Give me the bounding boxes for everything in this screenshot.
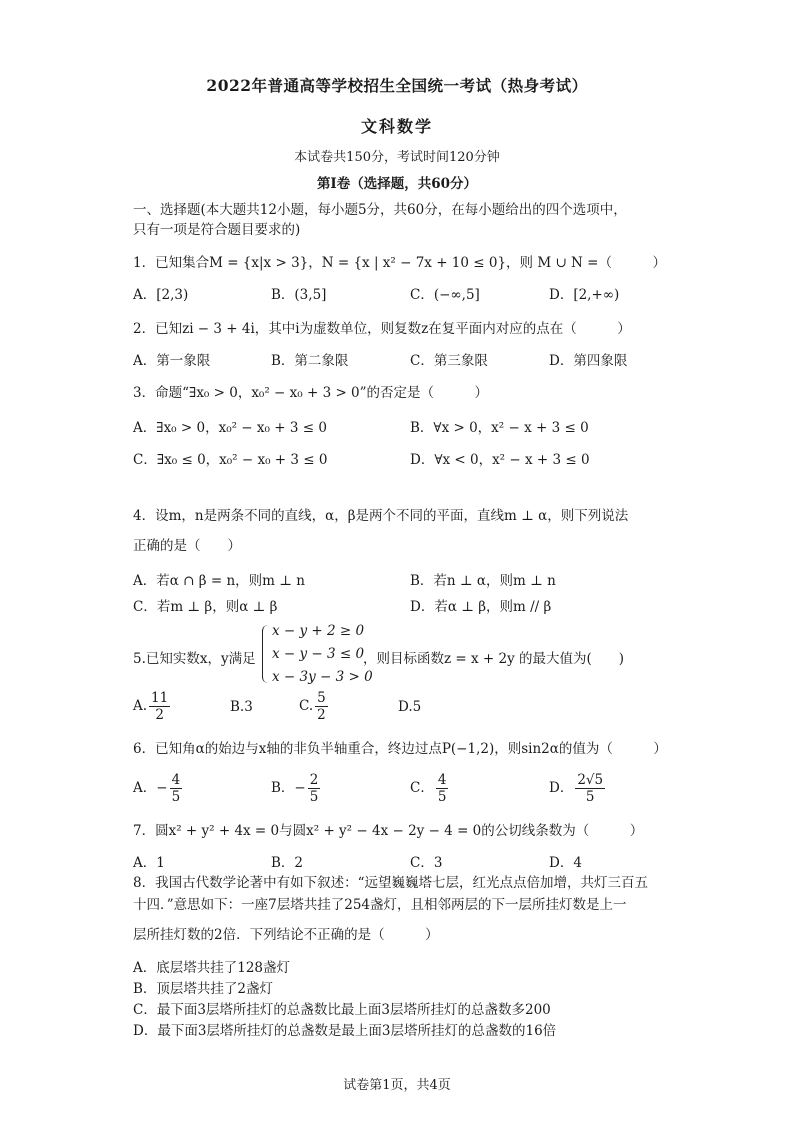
question-5-prefix: 5.已知实数x，y满足 [133,651,256,667]
question-7-option-a: A．1 [133,855,165,871]
question-3-option-d: D．∀x < 0，x² − x + 3 ≤ 0 [410,452,590,468]
fraction [170,772,183,805]
question-1-option-d: D．[2,+∞) [549,287,620,303]
section-heading-text: 一、选择题(本大题共12小题，每小题5分，共60分，在每小题给出的四个选项中， [133,202,627,218]
fraction [308,772,321,805]
question-5-option-c [299,690,330,723]
question-5-option-d: D.5 [398,699,422,715]
numerator: 2 [309,772,319,788]
question-4-stem-line1: 4．设m，n是两条不同的直线，α，β是两个不同的平面，直线m ⊥ α，则下列说法 [133,508,629,524]
denominator: 5 [309,789,319,805]
question-2-option-c: C．第三象限 [410,353,488,369]
exam-info: 本试卷共150分，考试时间120分钟 [294,150,500,165]
question-7-option-b: B．2 [271,855,304,871]
question-3-option-b: B．∀x > 0，x² − x + 3 ≤ 0 [410,420,589,436]
denominator: 5 [171,789,181,805]
fraction [436,772,449,805]
inequality-2: x − y − 3 ≤ 0 [272,646,365,662]
question-7-option-d: D．4 [549,855,582,871]
fraction [575,772,605,805]
question-6-option-d [549,772,607,805]
question-7-stem: 7．圆x² + y² + 4x = 0与圆x² + y² − 4x − 2y − 4 = 0的公切线条数为（ ） [133,823,644,839]
question-3-stem: 3．命题“∃x₀ > 0，x₀² − x₀ + 3 > 0”的否定是（ ） [133,385,489,401]
denominator: 2 [155,707,164,723]
question-8-option-c: C．最下面3层塔所挂灯的总盏数比最上面3层塔所挂灯的总盏数多200 [133,1002,551,1018]
numerator: 5 [317,690,326,706]
question-6-option-b [271,772,322,805]
numerator: 11 [151,690,169,706]
option-label: A. [133,698,148,714]
system-brace [262,625,271,683]
question-4-stem-line2: 正确的是（ ） [133,538,241,554]
question-3-option-a: A．∃x₀ > 0，x₀² − x₀ + 3 ≤ 0 [133,420,327,436]
question-3-option-c: C．∃x₀ ≤ 0，x₀² − x₀ + 3 ≤ 0 [133,452,328,468]
section-heading-line1 [133,198,627,218]
question-1-option-a: A．[2,3) [133,287,189,303]
inequality-1: x − y + 2 ≥ 0 [272,623,365,639]
question-6-option-a [133,772,184,805]
question-2-option-d: D．第四象限 [549,353,628,369]
question-4-option-b: B．若n ⊥ α，则m ⊥ n [410,573,556,589]
question-4-option-d: D．若α ⊥ β，则m // β [410,599,552,615]
part-heading: 第I卷（选择题，共60分） [316,176,478,192]
denominator: 5 [585,789,595,805]
question-8-option-d: D．最下面3层塔所挂灯的总盏数是最上面3层塔所挂灯的总盏数的16倍 [133,1023,557,1039]
exam-subject: 文科数学 [360,117,433,136]
question-1-stem: 1．已知集合M = {x|x > 3}，N = {x | x² − 7x + 10 ≤ 0}，则 M ∪ N =（ ） [133,255,666,271]
question-8-stem-line2: 十四．”意思如下：一座7层塔共挂了254盏灯，且相邻两层的下一层所挂灯数是上一 [133,897,627,913]
question-5-suffix: ，则目标函数z = x + 2y 的最大值为( ) [363,651,625,667]
numerator: 4 [437,772,447,788]
section-heading-line2: 只有一项是符合题目要求的) [133,222,301,238]
question-2-option-a: A．第一象限 [133,353,211,369]
option-label: C． [410,780,434,796]
fraction [149,690,170,723]
question-8-stem-line1: 8．我国古代数学论著中有如下叙述：“远望巍巍塔七层，红光点点倍加增，共灯三百五 [133,875,648,891]
question-2-stem: 2．已知zi − 3 + 4i，其中i为虚数单位，则复数z在复平面内对应的点在（ ） [133,321,631,337]
option-label: A．− [133,780,168,796]
question-4-option-c: C．若m ⊥ β，则α ⊥ β [133,599,278,615]
question-6-stem: 6．已知角α的始边与x轴的非负半轴重合，终边过点P(−1,2)，则sin2α的值为（ ） [133,741,667,757]
denominator: 5 [437,789,447,805]
question-8-stem-line3: 层所挂灯数的2倍．下列结论不正确的是（ ） [133,927,439,943]
question-4-option-a: A．若α ∩ β = n，则m ⊥ n [133,573,305,589]
question-5-option-a [133,690,172,723]
question-5-option-b: B.3 [230,699,253,715]
page-footer: 试卷第1页，共4页 [343,1078,451,1093]
question-1-option-c: C．(−∞,5] [410,287,480,303]
question-8-option-a: A．底层塔共挂了128盏灯 [133,960,291,976]
question-8-option-b: B．顶层塔共挂了2盏灯 [133,981,274,997]
numerator: 4 [171,772,181,788]
option-label: B．− [271,780,306,796]
option-label: D． [549,780,574,796]
question-2-option-b: B．第二象限 [271,353,349,369]
question-7-option-c: C．3 [410,855,443,871]
question-6-option-c [410,772,450,805]
numerator: 2√5 [577,772,604,788]
option-label: C. [299,698,314,714]
inequality-3: x − 3y − 3 > 0 [272,669,373,685]
exam-title: 2022年普通高等学校招生全国统一考试（热身考试） [206,76,588,95]
denominator: 2 [317,707,326,723]
fraction [315,690,328,723]
question-1-option-b: B．(3,5] [271,287,327,303]
